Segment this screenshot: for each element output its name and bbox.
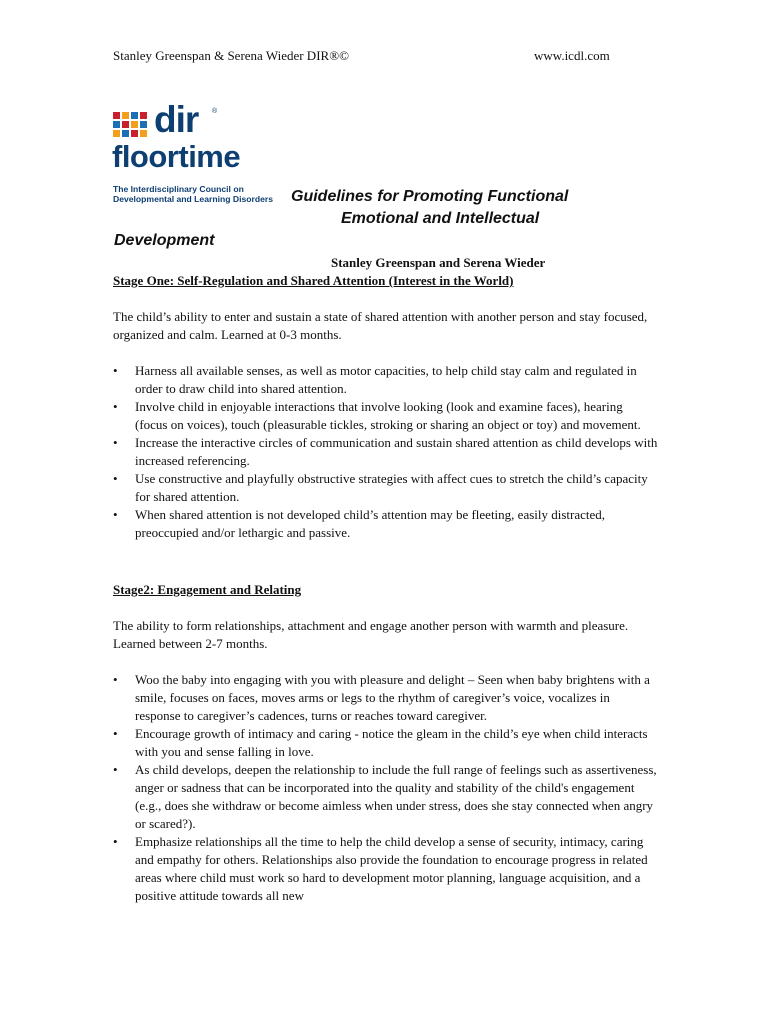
logo-subtitle-line1: The Interdisciplinary Council on bbox=[113, 184, 244, 194]
document-title-line1: Guidelines for Promoting Functional bbox=[291, 188, 569, 205]
list-item: • Involve child in enjoyable interactions that involve looking (look and examine faces), hearing (focus on voices), touch (pleasurable tickles, stroking or sharing an object or toy) and movement. bbox=[113, 398, 658, 434]
dir-floortime-logo bbox=[112, 99, 290, 204]
logo-word-dir: dir bbox=[154, 99, 199, 140]
list-item: • Harness all available senses, as well as motor capacities, to help child stay calm and regulated in order to draw child into shared attention. bbox=[113, 362, 658, 398]
list-item: • Use constructive and playfully obstructive strategies with affect cues to stretch the child’s capacity for shared attention. bbox=[113, 470, 658, 506]
list-item: • Increase the interactive circles of communication and sustain shared attention as child develops with increased referencing. bbox=[113, 434, 658, 470]
stage2-heading: Stage2: Engagement and Relating bbox=[113, 582, 302, 597]
document-title-line3: Development bbox=[114, 232, 215, 249]
stage1-bullet-list bbox=[113, 362, 658, 542]
logo-registered-mark: ® bbox=[212, 108, 218, 115]
logo-subtitle-line2: Developmental and Learning Disorders bbox=[113, 194, 273, 204]
list-item: • Encourage growth of intimacy and caring - notice the gleam in the child’s eye when child interacts with you and sense falling in love. bbox=[113, 725, 658, 761]
header-left: Stanley Greenspan & Serena Wieder DIR®© bbox=[113, 48, 349, 63]
list-item: • When shared attention is not developed child’s attention may be fleeting, easily distracted, preoccupied and/or lethargic and passive. bbox=[113, 506, 658, 542]
list-item: • As child develops, deepen the relationship to include the full range of feelings such as assertiveness, anger or sadness that can be incorporated into the quality and stability of the child's engagement (e.g., does she withdraw or become aimless when under stress, does she stay connected when angry or scared?). bbox=[113, 761, 658, 833]
stage1-intro: The child’s ability to enter and sustain a state of shared attention with another person and stay focused, organized and calm. Learned at 0-3 months. bbox=[113, 309, 648, 342]
stage1-heading: Stage One: Self-Regulation and Shared Attention (Interest in the World) bbox=[113, 273, 514, 288]
stage2-intro: The ability to form relationships, attachment and engage another person with warmth and pleasure. Learned between 2-7 months. bbox=[113, 618, 629, 651]
list-item: • Woo the baby into engaging with you with pleasure and delight – Seen when baby brightens with a smile, focuses on faces, moves arms or legs to the rhythm of caregiver’s voice, vocalizes in response to caregiver’s cadences, turns or reaches toward caregiver. bbox=[113, 671, 658, 725]
logo-grid-icon bbox=[113, 112, 149, 140]
header-url: www.icdl.com bbox=[534, 48, 610, 63]
document-title-line2: Emotional and Intellectual bbox=[341, 210, 540, 227]
logo-subtitle bbox=[113, 184, 293, 204]
authors: Stanley Greenspan and Serena Wieder bbox=[331, 255, 546, 270]
logo-word-floortime: floortime bbox=[112, 139, 241, 174]
list-item: • Emphasize relationships all the time to help the child develop a sense of security, intimacy, caring and empathy for others. Relationships also provide the foundation to encourage progress in related areas where child must work so hard to development motor planning, language acquisition, and a positive attitude towards all new bbox=[113, 833, 658, 905]
stage2-bullet-list bbox=[113, 671, 658, 905]
